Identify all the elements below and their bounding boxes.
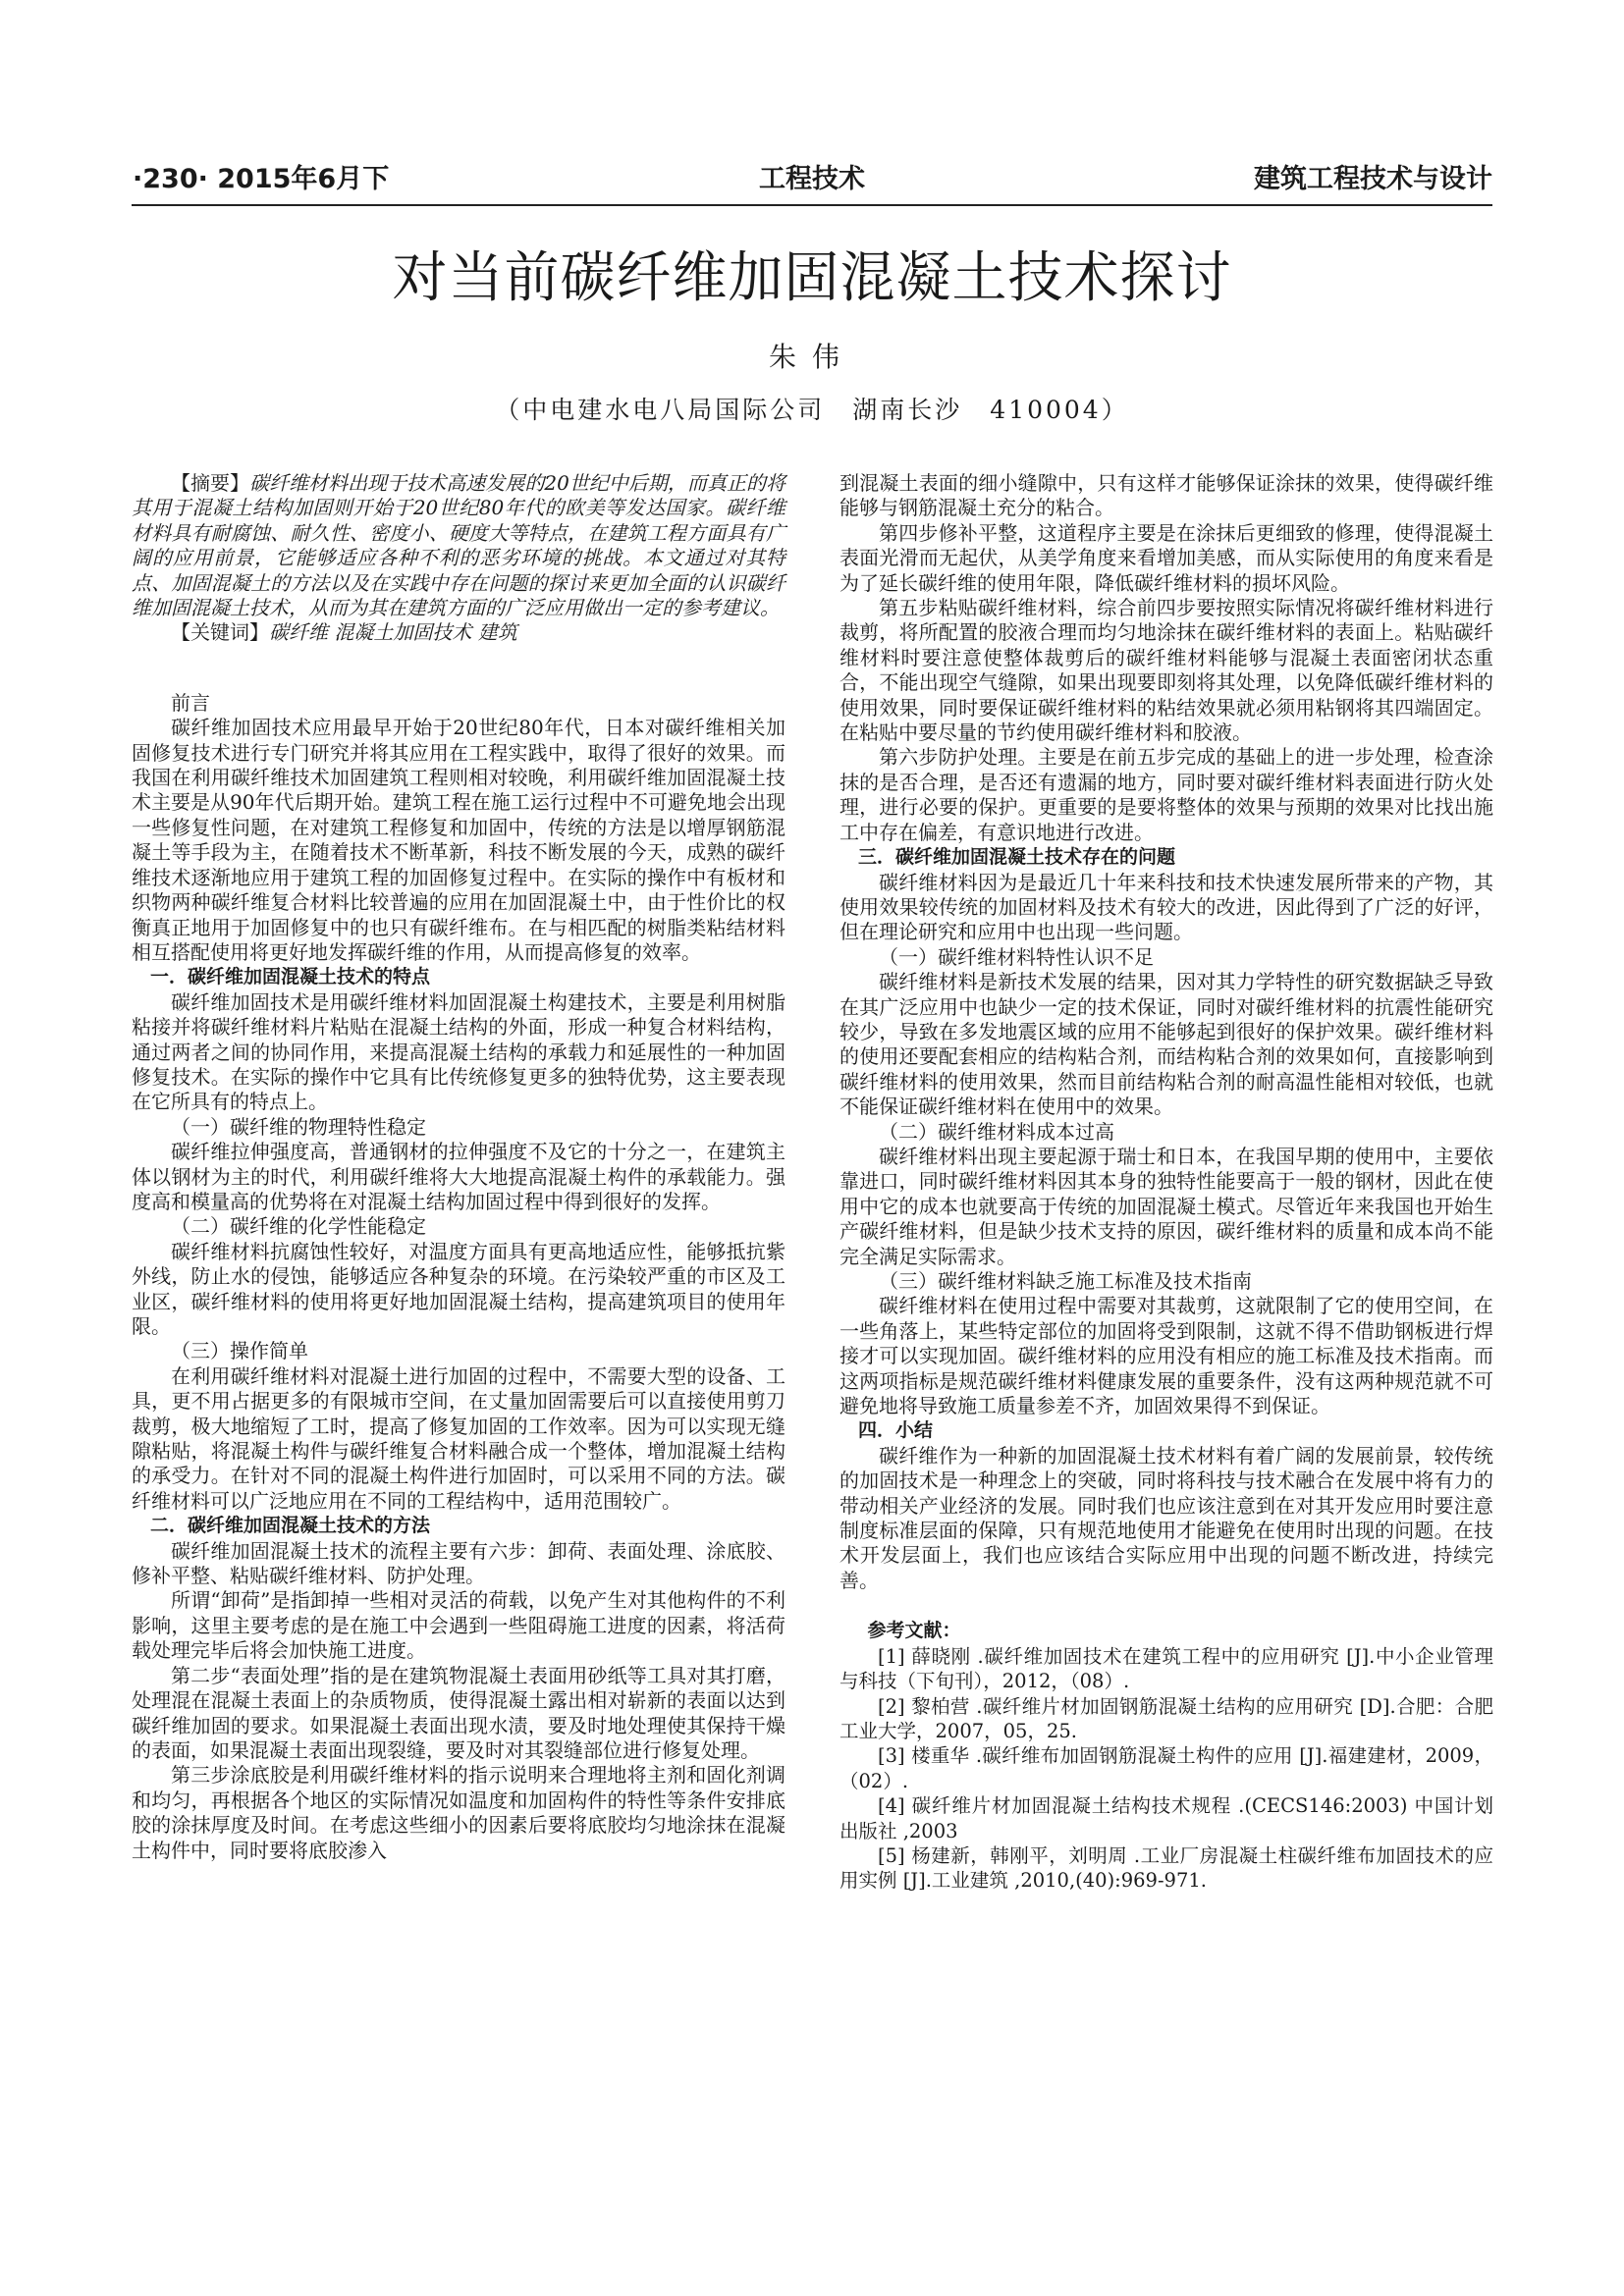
reference-item: [4] 碳纤维片材加固混凝土结构技术规程 .(CECS146:2003) 中国计划出版社 ,2003 xyxy=(839,1794,1493,1842)
reference-item: [1] 薛晓刚 .碳纤维加固技术在建筑工程中的应用研究 [J].中小企业管理与科技（下旬刊），2012，（08）. xyxy=(839,1644,1493,1693)
paragraph: 碳纤维加固技术应用最早开始于20世纪80年代，日本对碳纤维相关加固修复技术进行专门研究并将其应用在工程实践中，取得了很好的效果。而我国在利用碳纤维技术加固建筑工程则相对较晚，利用碳纤维加固混凝土技术主要是从90年代后期开始。建筑工程在施工运行过程中不可避免地会出现一些修复性问题，在对建筑工程修复和加固中，传统的方法是以增厚钢筋混凝土等手段为主，在随着技术不断革新，科技不断发展的今天，成熟的碳纤维技术逐渐地应用于建筑工程的加固修复过程中。在实际的操作中有板材和织物两种碳纤维复合材料比较普遍的应用在加固混凝土中，由于性价比的权衡真正地用于加固修复中的也只有碳纤维布。在与相匹配的树脂类粘结材料相互搭配使用将更好地发挥碳纤维的作用，从而提高修复的效率。 xyxy=(132,716,785,964)
subsection-heading: （一）碳纤维的物理特性稳定 xyxy=(171,1114,426,1139)
subsection-heading: （二）碳纤维的化学性能稳定 xyxy=(171,1214,426,1239)
reference-item: [3] 楼重华 .碳纤维布加固钢筋混凝土构件的应用 [J].福建建材，2009，（02）. xyxy=(839,1744,1493,1792)
paragraph: 所谓“卸荷”是指卸掉一些相对灵活的荷载，以免产生对其他构件的不利影响，这里主要考虑的是在施工中会遇到一些阻碍施工进度的因素，将活荷载处理完毕后将会加快施工进度。 xyxy=(132,1588,785,1663)
paragraph: 碳纤维材料因为是最近几十年来科技和技术快速发展所带来的产物，其使用效果较传统的加固材料及技术有较大的改进，因此得到了广泛的好评，但在理论研究和应用中也出现一些问题。 xyxy=(839,870,1493,944)
reference-item: [5] 杨建新，韩刚平，刘明周 .工业厂房混凝土柱碳纤维布加固技术的应用实例 [J].工业建筑 ,2010,(40):969-971. xyxy=(839,1843,1493,1893)
subsection-heading: （三）碳纤维材料缺乏施工标准及技术指南 xyxy=(879,1269,1252,1293)
section-heading-1: 一．碳纤维加固混凝土技术的特点 xyxy=(150,966,431,988)
paragraph: 第三步涂底胶是利用碳纤维材料的指示说明来合理地将主剂和固化剂调和均匀，再根据各个地区的实际情况如温度和加固构件的特性等条件安排底胶的涂抹厚度及时间。在考虑这些细小的因素后要将底胶均匀地涂抹在混凝土构件中，同时要将底胶渗入 xyxy=(132,1763,785,1862)
subsection-heading: （三）操作简单 xyxy=(171,1339,308,1363)
article-author: 朱伟 xyxy=(768,341,855,373)
spacer xyxy=(132,646,785,691)
paragraph: 碳纤维材料在使用过程中需要对其裁剪，这就限制了它的使用空间，在一些角落上，某些特定部位的加固将受到限制，这就不得不借助钢板进行焊接才可以实现加固。碳纤维材料的应用没有相应的施工标准及技术指南。而这两项指标是规范碳纤维材料健康发展的重要条件，没有这两种规范就不可避免地将导致施工质量参差不齐，加固效果得不到保证。 xyxy=(839,1294,1493,1418)
paragraph: 碳纤维加固混凝土技术的流程主要有六步：卸荷、表面处理、涂底胶、修补平整、粘贴碳纤维材料、防护处理。 xyxy=(132,1538,785,1588)
section-name: 建筑工程技术与设计 xyxy=(1254,164,1492,194)
keywords-label: 【关键词】 xyxy=(171,620,269,645)
paragraph: 碳纤维材料抗腐蚀性较好，对温度方面具有更高地适应性，能够抵抗紫外线，防止水的侵蚀，能够适应各种复杂的环境。在污染较严重的市区及工业区，碳纤维材料的使用将更好地加固混凝土结构，提高建筑项目的使用年限。 xyxy=(132,1239,785,1338)
paragraph: 碳纤维材料是新技术发展的结果，因对其力学特性的研究数据缺乏导致在其广泛应用中也缺少一定的技术保证，同时对碳纤维材料的抗震性能研究较少，导致在多发地震区域的应用不能够起到很好的保护效果。碳纤维材料的使用还要配套相应的结构粘合剂，而结构粘合剂的效果如何，直接影响到碳纤维材料的使用效果，然而目前结构粘合剂的耐高温性能相对较低，也就不能保证碳纤维材料在使用中的效果。 xyxy=(839,970,1493,1119)
keywords-text: 碳纤维 混凝土加固技术 建筑 xyxy=(269,620,517,645)
subsection-heading: （一）碳纤维材料特性认识不足 xyxy=(879,944,1154,969)
author-affiliation: （中电建水电八局国际公司 湖南长沙 410004） xyxy=(495,396,1129,424)
keywords xyxy=(132,620,785,645)
paragraph: 碳纤维加固技术是用碳纤维材料加固混凝土构建技术，主要是利用树脂粘接并将碳纤维材料片粘贴在混凝土结构的外面，形成一种复合材料结构，通过两者之间的协同作用，来提高混凝土结构的承载力和延展性的一种加固修复技术。在实际的操作中它具有比传统修复更多的独特优势，这主要表现在它所具有的特点上。 xyxy=(132,989,785,1114)
section-heading-2: 二．碳纤维加固混凝土技术的方法 xyxy=(150,1515,431,1537)
paragraph: 第六步防护处理。主要是在前五步完成的基础上的进一步处理，检查涂抹的是否合理，是否还有遗漏的地方，同时要对碳纤维材料表面进行防火处理，进行必要的保护。更重要的是要将整体的效果与预期的效果对比找出施工中存在偏差，有意识地进行改进。 xyxy=(839,745,1493,844)
abstract-label: 【摘要】 xyxy=(171,471,250,495)
paragraph: 碳纤维作为一种新的加固混凝土技术材料有着广阔的发展前景，较传统的加固技术是一种理念上的突破，同时将科技与技术融合在发展中将有力的带动相关产业经济的发展。同时我们也应该注意到在对其开发应用时要注意制度标准层面的保障，只有规范地使用才能避免在使用时出现的问题。在技术开发层面上，我们也应该结合实际应用中出现的问题不断改进，持续完善。 xyxy=(839,1443,1493,1592)
paragraph: 第二步“表面处理”指的是在建筑物混凝土表面用砂纸等工具对其打磨，处理混在混凝土表面上的杂质物质，使得混凝土露出相对崭新的表面以达到碳纤维加固的要求。如果混凝土表面出现水渍，要及时地处理使其保持干燥的表面，如果混凝土表面出现裂缝，要及时对其裂缝部位进行修复处理。 xyxy=(132,1663,785,1762)
page-number-date: ·230· 2015年6月下 xyxy=(133,164,390,194)
left-column xyxy=(132,471,785,1863)
header-rule xyxy=(132,204,1492,206)
paragraph: 碳纤维材料出现主要起源于瑞士和日本，在我国早期的使用中，主要依靠进口，同时碳纤维材料因其本身的独特性能要高于一般的钢材，因此在使用中它的成本也就要高于传统的加固混凝土模式。尽管近年来我国也开始生产碳纤维材料，但是缺少技术支持的原因，碳纤维材料的质量和成本尚不能完全满足实际需求。 xyxy=(839,1144,1493,1268)
abstract-text: 碳纤维材料出现于技术高速发展的20世纪中后期，而真正的将其用于混凝土结构加固则开始于20世纪80年代的欧美等发达国家。碳纤维材料具有耐腐蚀、耐久性、密度小、硬度大等特点，在建筑工程方面具有广阔的应用前景，它能够适应各种不利的恶劣环境的挑战。本文通过对其特点、加固混凝土的方法以及在实践中存在问题的探讨来更加全面的认识碳纤维加固混凝土技术，从而为其在建筑方面的广泛应用做出一定的参考建议。 xyxy=(132,471,786,620)
reference-item: [2] 黎柏营 .碳纤维片材加固钢筋混凝土结构的应用研究 [D].合肥：合肥工业大学，2007，05，25. xyxy=(839,1694,1493,1742)
paragraph: 碳纤维拉伸强度高，普通钢材的拉伸强度不及它的十分之一，在建筑主体以钢材为主的时代，利用碳纤维将大大地提高混凝土构件的承载能力。强度高和模量高的优势将在对混凝土结构加固过程中得到很好的发挥。 xyxy=(132,1140,785,1213)
paragraph: 到混凝土表面的细小缝隙中，只有这样才能够保证涂抹的效果，使得碳纤维能够与钢筋混凝土充分的粘合。 xyxy=(839,471,1493,520)
paragraph: 第五步粘贴碳纤维材料，综合前四步要按照实际情况将碳纤维材料进行裁剪，将所配置的胶液合理而均匀地涂抹在碳纤维材料的表面上。粘贴碳纤维材料时要注意使整体裁剪后的碳纤维材料能够与混凝土表面密闭状态重合，不能出现空气缝隙，如果出现要即刻将其处理，以免降低碳纤维材料的使用效果，同时要保证碳纤维材料的粘结效果就必须用粘钢将其四端固定。在粘贴中要尽量的节约使用碳纤维材料和胶液。 xyxy=(839,596,1493,745)
article-title: 对当前碳纤维加固混凝土技术探讨 xyxy=(392,246,1232,310)
references-heading: 参考文献： xyxy=(867,1620,961,1642)
paragraph: 在利用碳纤维材料对混凝土进行加固的过程中，不需要大型的设备、工具，更不用占据更多的有限城市空间，在丈量加固需要后可以直接使用剪刀裁剪，极大地缩短了工时，提高了修复加固的工作效率。因为可以实现无缝隙粘贴，将混凝土构件与碳纤维复合材料融合成一个整体，增加混凝土结构的承受力。在针对不同的混凝土构件进行加固时，可以采用不同的方法。碳纤维材料可以广泛地应用在不同的工程结构中，适用范围较广。 xyxy=(132,1363,785,1513)
journal-name: 工程技术 xyxy=(759,164,865,194)
spacer xyxy=(839,1593,1493,1619)
section-heading-4: 四．小结 xyxy=(858,1419,934,1442)
abstract xyxy=(132,471,785,620)
paragraph: 第四步修补平整，这道程序主要是在涂抹后更细致的修理，使得混凝土表面光滑而无起伏，从美学角度来看增加美感，而从实际使用的角度来看是为了延长碳纤维的使用年限，降低碳纤维材料的损坏风险。 xyxy=(839,520,1493,595)
section-heading-3: 三．碳纤维加固混凝土技术存在的问题 xyxy=(858,846,1176,869)
subsection-heading: （二）碳纤维材料成本过高 xyxy=(879,1119,1114,1144)
right-column xyxy=(839,471,1493,1894)
preface-heading: 前言 xyxy=(171,690,210,715)
